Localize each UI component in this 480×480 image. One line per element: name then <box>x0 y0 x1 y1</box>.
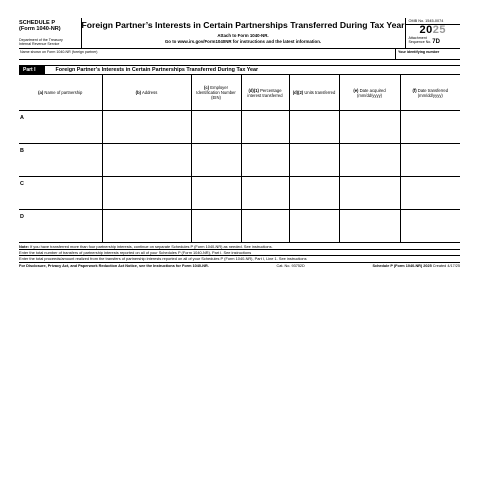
date-transferred-cell[interactable] <box>400 210 460 243</box>
address-cell[interactable] <box>102 111 191 144</box>
row-label-cell[interactable]: C <box>19 177 102 210</box>
name-field[interactable] <box>19 49 395 59</box>
date-acquired-cell[interactable] <box>339 144 400 177</box>
table-row <box>19 144 460 177</box>
date-transferred-cell[interactable] <box>400 144 460 177</box>
schedule-p-form <box>19 18 460 269</box>
units-cell[interactable] <box>289 111 339 144</box>
footer-form-id: Schedule P (Form 1040-NR) 2025 <box>372 263 432 268</box>
address-cell[interactable] <box>102 210 191 243</box>
attachment-sequence: Attachment Sequence No. 7D <box>408 36 440 45</box>
ein-cell[interactable] <box>191 210 241 243</box>
note-label: Note: <box>19 244 29 249</box>
department-line: Department of the Treasury <box>19 37 63 42</box>
note-text: If you have transferred more than four partnership interests, continue on separate Schedules P (Form 1040-NR) as needed. See instructions. <box>28 244 273 249</box>
date-acquired-cell[interactable] <box>339 111 400 144</box>
address-cell[interactable] <box>102 177 191 210</box>
table-row <box>19 177 460 210</box>
column-header: (a) Name of partnership <box>19 75 102 111</box>
catalog-number: Cat. No. 93752D <box>276 263 305 268</box>
transfers-table <box>19 75 460 243</box>
row-label-cell[interactable]: A <box>19 111 102 144</box>
privacy-notice: For Disclosure, Privacy Act, and Paperwork Reduction Act Notice, see the Instructions for Form 1040-NR. <box>19 263 209 268</box>
units-cell[interactable] <box>289 144 339 177</box>
ein-cell[interactable] <box>191 177 241 210</box>
row-label-cell[interactable]: B <box>19 144 102 177</box>
identifying-number-label: Your identifying number <box>398 50 440 54</box>
units-cell[interactable] <box>289 177 339 210</box>
part-title: Foreign Partner’s Interests in Certain Partnerships Transferred During Tax Year <box>55 67 259 73</box>
part-label: Part I <box>19 66 45 74</box>
ein-cell[interactable] <box>191 111 241 144</box>
date-acquired-cell[interactable] <box>339 210 400 243</box>
units-cell[interactable] <box>289 210 339 243</box>
schedule-name: SCHEDULE P <box>19 20 56 26</box>
form-title: Foreign Partner’s Interests in Certain Partnerships Transferred During Tax Year <box>81 20 405 30</box>
column-header: (d)(1) Percentage interest transferred <box>241 75 289 111</box>
column-header: (d)(2) Units transferred <box>289 75 339 111</box>
percentage-cell[interactable] <box>241 210 289 243</box>
identifying-number-field[interactable] <box>395 49 460 59</box>
irs-line: Internal Revenue Service <box>19 41 60 46</box>
tax-year: 2025 <box>419 24 446 36</box>
table-row <box>19 111 460 144</box>
year-box <box>405 18 460 48</box>
percentage-cell[interactable] <box>241 144 289 177</box>
form-id-box <box>19 18 82 48</box>
goto-instruction: Go to www.irs.gov/Form1040NR for instructions and the latest information. <box>164 39 322 44</box>
column-header: (b) Address <box>102 75 191 111</box>
percentage-cell[interactable] <box>241 177 289 210</box>
address-cell[interactable] <box>102 144 191 177</box>
form-title-box <box>82 18 405 48</box>
table-row <box>19 210 460 243</box>
sequence-number: 7D <box>432 39 440 45</box>
ein-cell[interactable] <box>191 144 241 177</box>
name-row <box>19 49 460 60</box>
date-transferred-cell[interactable] <box>400 177 460 210</box>
column-header: (e) Date acquired (mm/dd/yyyy) <box>339 75 400 111</box>
form-reference: (Form 1040-NR) <box>19 26 61 33</box>
attach-instruction: Attach to Form 1040-NR. <box>217 33 269 38</box>
created-date: Created 4/17/25 <box>432 263 460 268</box>
total-proceeds-line[interactable]: Enter the total proceeds/amount realized from the transfers of partnership interests reported on all of your Schedules P (Form 1040-NR), Part I, Line 1. See instructions <box>19 256 460 262</box>
form-header <box>19 18 460 49</box>
part-header <box>19 65 460 75</box>
name-label: Name shown on Form 1040-NR (foreign partner) <box>20 50 98 54</box>
table-header-row <box>19 75 460 111</box>
omb-number: OMB No. 1545-0074 <box>406 18 460 25</box>
column-header: (c) Employer Identification Number (EIN) <box>191 75 241 111</box>
date-acquired-cell[interactable] <box>339 177 400 210</box>
form-footer <box>19 263 460 269</box>
date-transferred-cell[interactable] <box>400 111 460 144</box>
total-transfers-line[interactable]: Enter the total number of transfers of partnership interests reported on all of your Schedules P (Form 1040-NR), Part I. See instructions <box>19 250 460 256</box>
row-label-cell[interactable]: D <box>19 210 102 243</box>
column-header: (f) Date transferred (mm/dd/yyyy) <box>400 75 460 111</box>
percentage-cell[interactable] <box>241 111 289 144</box>
